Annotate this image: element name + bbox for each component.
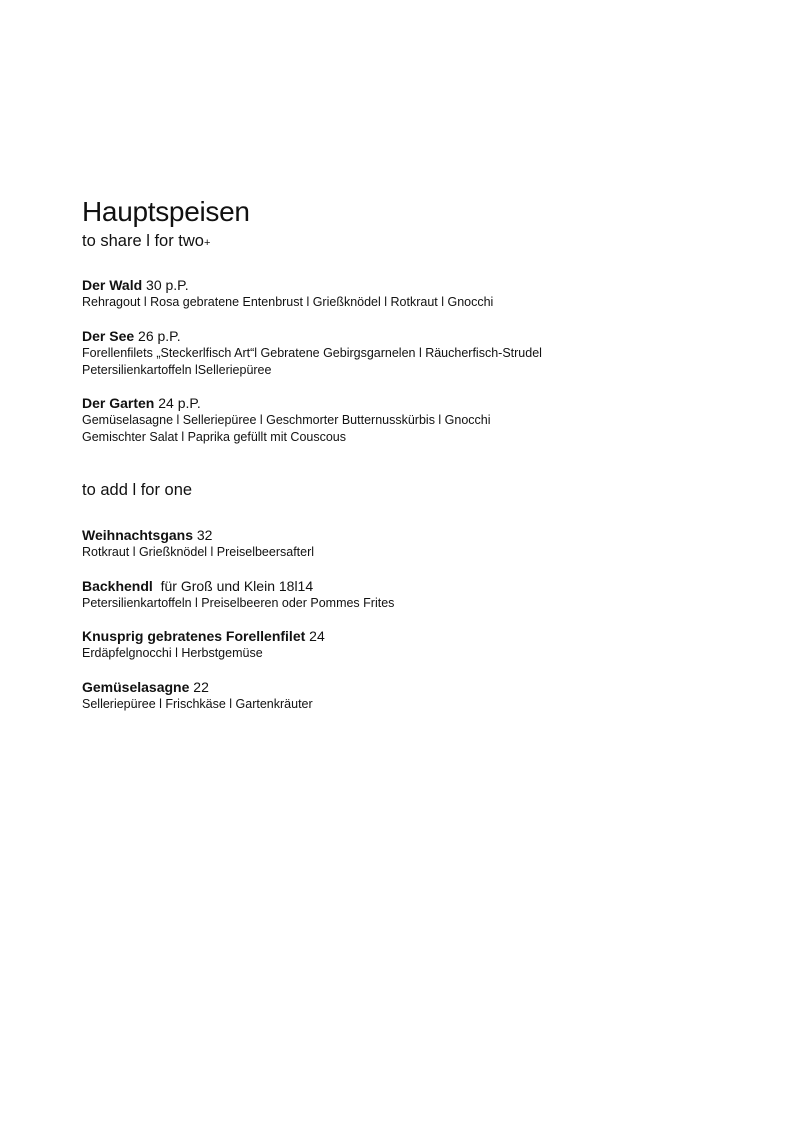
item-name: Backhendl bbox=[82, 578, 153, 594]
item-description: Rehragout l Rosa gebratene Entenbrust l Grießknödel l Rotkraut l Gnocchi bbox=[82, 295, 494, 309]
item-name: Der See bbox=[82, 328, 135, 344]
item-header bbox=[82, 678, 313, 696]
menu-item-forellenfilet bbox=[82, 627, 325, 662]
menu-item-der-garten bbox=[82, 394, 491, 446]
item-name: Weihnachtsgans bbox=[82, 527, 193, 543]
share-subtitle-text: to share l for two bbox=[82, 232, 204, 250]
item-description: Petersilienkartoffeln l Preiselbeeren oder Pommes Frites bbox=[82, 596, 395, 610]
page-title: Hauptspeisen bbox=[82, 196, 250, 227]
item-price: 22 bbox=[189, 679, 209, 695]
menu-item-der-wald bbox=[82, 276, 493, 311]
item-header bbox=[82, 526, 314, 544]
share-subtitle-plus: + bbox=[203, 237, 211, 249]
item-name: Der Garten bbox=[82, 395, 155, 411]
item-name: Der Wald bbox=[82, 277, 143, 293]
item-price: 24 bbox=[305, 628, 325, 644]
add-section-heading: to add l for one bbox=[82, 481, 193, 499]
item-description: Erdäpfelgnocchi l Herbstgemüse bbox=[82, 646, 263, 660]
item-header bbox=[82, 327, 542, 345]
item-price: 24 p.P. bbox=[154, 395, 201, 411]
item-header bbox=[82, 577, 394, 595]
item-header bbox=[82, 627, 325, 645]
item-description: Gemischter Salat l Paprika gefüllt mit Couscous bbox=[82, 430, 346, 444]
item-price: 26 p.P. bbox=[134, 328, 181, 344]
menu-item-gemueselasagne bbox=[82, 678, 313, 713]
item-description: Gemüselasagne l Selleriepüree l Geschmorter Butternusskürbis l Gnocchi bbox=[82, 413, 491, 427]
item-header bbox=[82, 276, 493, 294]
item-description: Selleriepüree l Frischkäse l Gartenkräuter bbox=[82, 697, 313, 711]
item-price: 32 bbox=[193, 527, 213, 543]
item-description: Rotkraut l Grießknödel l Preiselbeersafterl bbox=[82, 545, 315, 559]
menu-item-der-see bbox=[82, 327, 542, 379]
menu-item-weihnachtsgans bbox=[82, 526, 314, 561]
item-price: für Groß und Klein 18l14 bbox=[152, 578, 314, 594]
item-name: Knusprig gebratenes Forellenfilet bbox=[82, 628, 306, 644]
share-subtitle bbox=[82, 230, 210, 254]
item-price: 30 p.P. bbox=[142, 277, 189, 293]
item-name: Gemüselasagne bbox=[82, 679, 190, 695]
item-description: Petersilienkartoffeln lSelleriepüree bbox=[82, 363, 272, 377]
item-description: Forellenfilets „Steckerlfisch Art“l Gebratene Gebirgsgarnelen l Räucherfisch-Strudel bbox=[82, 346, 542, 360]
menu-item-backhendl bbox=[82, 577, 394, 612]
item-header bbox=[82, 394, 491, 412]
